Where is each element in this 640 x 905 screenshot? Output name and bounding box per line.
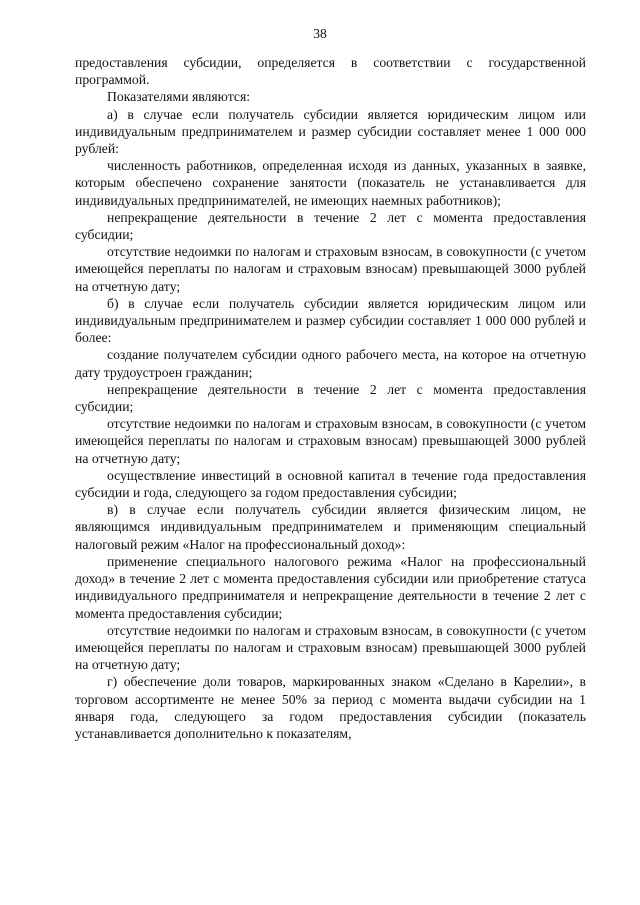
paragraph-a-employees: численность работников, определенная исходя из данных, указанных в заявке, которым обеспечено сохранение занятости (показатель не устанавливается для индивидуальных предпринимателей, не имеющих наемных работников); (75, 158, 586, 208)
paragraph-a-continuity: непрекращение деятельности в течение 2 лет с момента предоставления субсидии; (75, 209, 586, 243)
document-body (75, 54, 586, 742)
paragraph-item-v: в) в случае если получатель субсидии является физическим лицом, не являющимся индивидуальным предпринимателем и применяющим специальный налоговый режим «Налог на профессиональный доход»: (75, 502, 586, 552)
paragraph-item-b: б) в случае если получатель субсидии является юридическим лицом или индивидуальным предпринимателем и размер субсидии составляет 1 000 000 рублей и более: (75, 295, 586, 346)
paragraph-indicators-heading: Показателями являются: (107, 89, 251, 105)
paragraph-b-workplace: создание получателем субсидии одного рабочего места, на которое на отчетную дату трудоустроен гражданин; (75, 347, 586, 380)
paragraph-item-g: г) обеспечение доли товаров, маркированных знаком «Сделано в Карелии», в торговом ассортименте не менее 50% за период с момента выдачи субсидии на 1 января года, следующего за годом предоставления субсидии (показатель устанавливается дополнительно к показателям, (75, 674, 586, 741)
paragraph-b-investment: осуществление инвестиций в основной капитал в течение года предоставления субсидии и года, следующего за годом предоставления субсидии; (75, 467, 586, 501)
paragraph-v-tax-regime: применение специального налогового режима «Налог на профессиональный доход» в течение 2 лет с момента предоставления субсидии или приобретение статуса индивидуального предпринимателя и непрекращение деятельности в течение 2 лет с момента предоставления субсидии; (75, 553, 586, 621)
paragraph-intro-continuation: предоставления субсидии, определяется в соответствии с государственной программой. (75, 55, 586, 88)
paragraph-v-tax-arrears: отсутствие недоимки по налогам и страховым взносам, в совокупности (с учетом имеющейся переплаты по налогам и страховым взносам) превышающей 3000 рублей на отчетную дату; (75, 622, 586, 673)
paragraph-b-continuity: непрекращение деятельности в течение 2 лет с момента предоставления субсидии; (75, 381, 586, 415)
page-number: 38 (313, 26, 327, 41)
paragraph-a-tax-arrears: отсутствие недоимки по налогам и страховым взносам, в совокупности (с учетом имеющейся переплаты по налогам и страховым взносам) превышающей 3000 рублей на отчетную дату; (75, 244, 586, 294)
paragraph-b-tax-arrears: отсутствие недоимки по налогам и страховым взносам, в совокупности (с учетом имеющейся переплаты по налогам и страховым взносам) превышающей 3000 рублей на отчетную дату; (75, 416, 586, 466)
paragraph-item-a: а) в случае если получатель субсидии является юридическим лицом или индивидуальным предпринимателем и размер субсидии составляет менее 1 000 000 рублей: (75, 106, 586, 157)
